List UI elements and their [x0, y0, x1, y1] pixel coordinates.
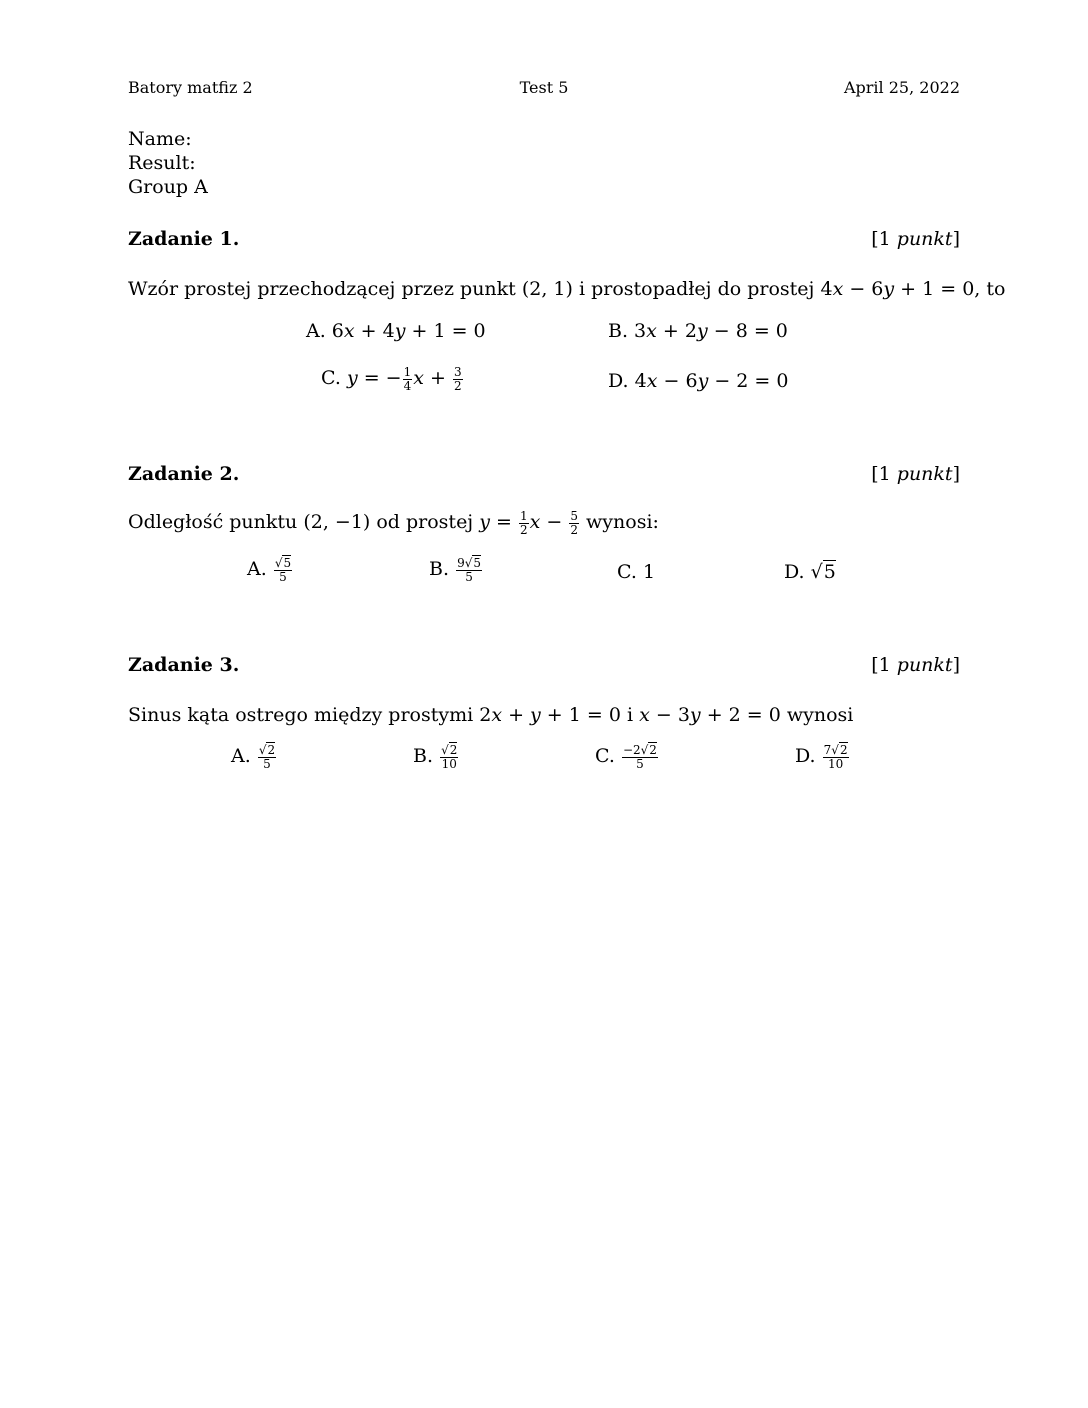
- task-2-title: Zadanie 2.: [128, 463, 240, 485]
- task-1-title: Zadanie 1.: [128, 228, 240, 250]
- task-2-option-d[interactable]: D. √5: [784, 561, 836, 583]
- task-1-option-b[interactable]: B. 3x + 2y − 8 = 0: [608, 320, 788, 342]
- group-label: Group A: [128, 176, 208, 198]
- header-test-title: Test 5: [519, 78, 569, 97]
- result-label: Result:: [128, 152, 196, 174]
- task-3-option-b[interactable]: B. $\frac{√2}{10}$: [413, 743, 458, 771]
- task-1-option-d[interactable]: D. 4x − 6y − 2 = 0: [608, 370, 789, 392]
- task-3-stem: Sinus kąta ostrego między prostymi 2x + y + 1 = 0 i x − 3y + 2 = 0 wynosi: [128, 704, 854, 726]
- task-3-option-a[interactable]: A. $\frac{√2}{5}$: [231, 743, 276, 771]
- name-label: Name:: [128, 128, 192, 150]
- task-1-stem: Wzór prostej przechodzącej przez punkt (2, 1) i prostopadłej do prostej 4x − 6y + 1 = 0, to: [128, 278, 1006, 300]
- task-3-option-d[interactable]: D. $\frac{7√2}{10}$: [795, 743, 848, 771]
- header-course: Batory matfiz 2: [128, 78, 253, 97]
- task-2-option-a[interactable]: A. $\frac{√5}{5}$: [247, 556, 292, 584]
- task-3-option-c[interactable]: C. $\frac{-2√2}{5}$: [595, 743, 657, 771]
- task-2-option-c[interactable]: C. 1: [617, 561, 656, 583]
- task-2-option-b[interactable]: B. $\frac{9√5}{5}$: [429, 556, 481, 584]
- task-1-option-c[interactable]: C. y = − $\frac{1}{4}$ x + $\frac{3}{2}$: [321, 365, 462, 393]
- task-1-option-a[interactable]: A. 6x + 4y + 1 = 0: [306, 320, 486, 342]
- task-2-points: [1 punkt]: [871, 463, 960, 485]
- task-3-title: Zadanie 3.: [128, 654, 240, 676]
- task-1-points: [1 punkt]: [871, 228, 960, 250]
- task-3-points: [1 punkt]: [871, 654, 960, 676]
- task-2-stem: Odległość punktu (2, −1) od prostej y = $\frac{1}{2}$ x − $\frac{5}{2}$ wynosi:: [128, 509, 659, 537]
- header-date: April 25, 2022: [843, 78, 960, 97]
